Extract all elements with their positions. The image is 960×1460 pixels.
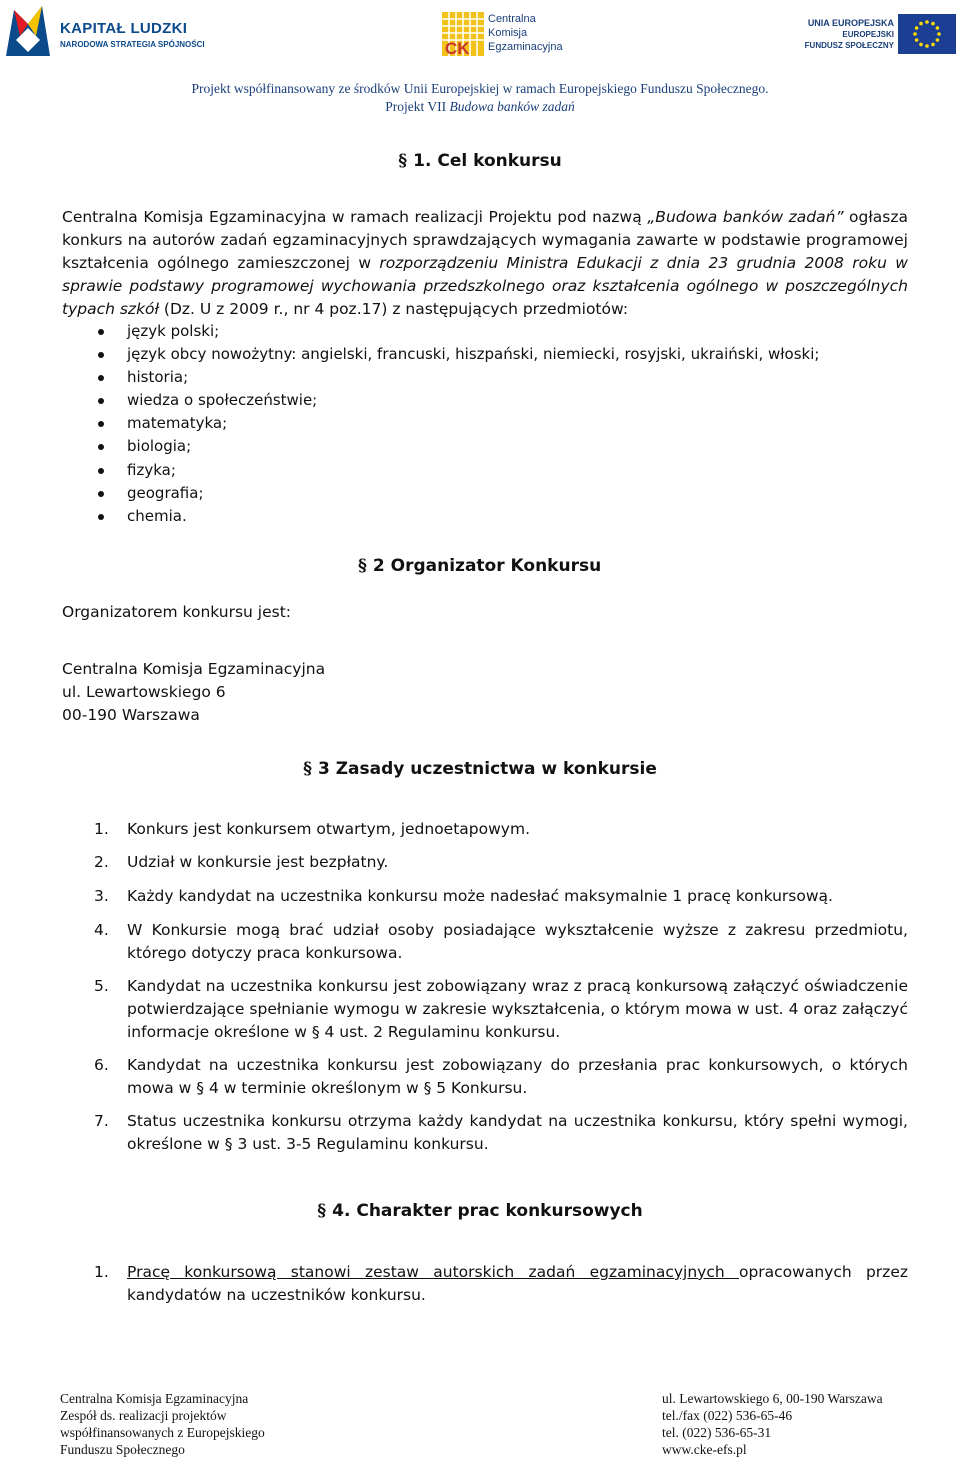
cke-logo-text — [488, 12, 563, 54]
section-2-heading — [358, 556, 601, 576]
footer-address: ul. Lewartowskiego 6, 00-190 Warszawa — [662, 1391, 883, 1406]
rule-text: Kandydat na uczestnika konkursu jest zobowiązany do przesłania prac konkursowych, o których mowa w § 4 w terminie określonym w § 5 Konkursu. — [127, 1056, 908, 1097]
eu-logo-line3: FUNDUSZ SPOŁECZNY — [804, 41, 894, 50]
section-1-paragraph — [62, 206, 908, 321]
organizer-city: 00-190 Warszawa — [62, 706, 200, 724]
rule-number: 6. — [94, 1056, 109, 1074]
p-intro: Centralna Komisja Egzaminacyjna w ramach realizacji Projektu pod nazwą — [62, 208, 648, 226]
section-4-title: 4. Charakter prac konkursowych — [332, 1201, 643, 1221]
section-1-heading — [0, 151, 960, 171]
kapital-ludzki-title: KAPITAŁ LUDZKI — [60, 20, 188, 37]
subject-item: chemia. — [96, 505, 819, 528]
cke-logo-line2: Komisja — [488, 27, 528, 39]
eu-logo-line2: EUROPEJSKI — [842, 30, 894, 39]
organizer-street: ul. Lewartowskiego 6 — [62, 683, 226, 701]
subject-item: wiedza o społeczeństwie; — [96, 389, 819, 412]
rule-text: W Konkursie mogą brać udział osoby posiadające wykształcenie wyższe z zakresu przedmiotu, którego dotyczy praca konkursowa. — [127, 921, 908, 962]
p-project-name: „Budowa banków zadań” — [647, 208, 844, 226]
rule-item — [94, 1054, 908, 1100]
rule-item — [94, 975, 908, 1044]
cke-grid-icon — [442, 12, 484, 56]
section-sign: § — [303, 759, 312, 779]
subject-item: język obcy nowożytny: angielski, francuski, hiszpański, niemiecki, rosyjski, ukraiński, włoski; — [96, 343, 819, 366]
rule-text: Status uczestnika konkursu otrzyma każdy kandydat na uczestnika konkursu, który spełni wymogi, określone w § 3 ust. 3-5 Regulaminu konkursu. — [127, 1112, 908, 1153]
footer-left-line: Zespół ds. realizacji projektów — [60, 1408, 227, 1423]
rule-text: Udział w konkursie jest bezpłatny. — [127, 853, 389, 871]
subject-item: biologia; — [96, 435, 819, 458]
rule-number: 4. — [94, 921, 109, 939]
section-sign: § — [317, 1201, 327, 1221]
eu-flag-icon — [898, 14, 956, 54]
organizer-intro: Organizatorem konkursu jest: — [62, 603, 292, 621]
subject-item: język polski; — [96, 320, 819, 343]
section-sign: § — [358, 556, 367, 576]
works-item — [94, 1261, 908, 1307]
section-4-heading — [0, 1201, 960, 1221]
footer-right — [662, 1390, 883, 1458]
subjects-list — [96, 320, 819, 528]
p-regulation: rozporządzeniu Ministra Edukacji z dnia 23 grudnia 2008 roku w sprawie podstawy programowej wychowania przedszkolnego oraz kształcenia ogólnego w poszczególnych typach szkół — [62, 254, 908, 318]
works-text-rest: opracowanych przez kandydatów na uczestników konkursu. — [127, 1263, 908, 1304]
kapital-ludzki-subtitle: NARODOWA STRATEGIA SPÓJNOŚCI — [60, 40, 205, 49]
footer-phone: tel. (022) 536-65-31 — [662, 1425, 772, 1440]
rule-number: 7. — [94, 1112, 109, 1130]
rule-text: Każdy kandydat na uczestnika konkursu może nadesłać maksymalnie 1 pracę konkursową. — [127, 887, 833, 905]
section-3-title: 3 Zasady uczestnictwa w konkursie — [317, 759, 657, 779]
project-line — [0, 99, 960, 115]
rule-item — [94, 919, 908, 965]
subject-item: fizyka; — [96, 459, 819, 482]
cofinance-line: Projekt współfinansowany ze środków Unii Europejskiej w ramach Europejskiego Funduszu Społecznego. — [191, 81, 769, 96]
rule-number: 2. — [94, 853, 109, 871]
rule-item — [94, 851, 908, 874]
rule-item — [94, 1110, 908, 1156]
rule-number: 5. — [94, 977, 109, 995]
subject-item: matematyka; — [96, 412, 819, 435]
cke-logo — [440, 10, 580, 60]
rule-text: Kandydat na uczestnika konkursu jest zobowiązany wraz z pracą konkursową załączyć oświadczenie potwierdzające spełnianie wymogu w zakresie wykształcenia, o którym mowa w ust. 4 oraz załączyć informacje określone w § 4 ust. 2 Regulaminu konkursu. — [127, 977, 908, 1041]
cke-mark-text: CK — [445, 39, 470, 56]
rule-item — [94, 818, 908, 841]
organizer-name: Centralna Komisja Egzaminacyjna — [62, 660, 326, 678]
eu-logo-text — [805, 18, 894, 51]
section-sign: § — [398, 151, 408, 171]
section-3-heading — [0, 759, 960, 779]
rule-text: Konkurs jest konkursem otwartym, jednoetapowym. — [127, 820, 530, 838]
subject-item: geografia; — [96, 482, 819, 505]
works-text — [127, 1261, 908, 1307]
rule-item — [94, 885, 908, 908]
footer-left-line: Centralna Komisja Egzaminacyjna — [60, 1391, 249, 1406]
footer-left-line: Funduszu Społecznego — [60, 1442, 185, 1457]
cke-logo-line3: Egzaminacyjna — [488, 41, 563, 53]
works-text-underlined: Pracę konkursową stanowi zestaw autorskich zadań egzaminacyjnych — [127, 1263, 739, 1281]
section-1-title: 1. Cel konkursu — [413, 151, 562, 171]
cke-logo-line1: Centralna — [488, 13, 536, 25]
subject-item: historia; — [96, 366, 819, 389]
footer-website-link[interactable]: www.cke-efs.pl — [662, 1442, 747, 1457]
footer-left-line: współfinansowanych z Europejskiego — [60, 1425, 265, 1440]
eu-logo — [800, 12, 960, 58]
works-number: 1. — [94, 1263, 109, 1281]
kapital-ludzki-logo — [4, 2, 204, 60]
rule-number: 1. — [94, 820, 109, 838]
p-end: (Dz. U z 2009 r., nr 4 poz.17) z następujących przedmiotów: — [158, 300, 629, 318]
project-name: Budowa banków zadań — [449, 99, 575, 114]
footer-left — [60, 1390, 265, 1458]
footer-fax: tel./fax (022) 536-65-46 — [662, 1408, 793, 1423]
project-prefix: Projekt VII — [385, 99, 450, 114]
eu-logo-line1: UNIA EUROPEJSKA — [807, 18, 894, 28]
p-mid: ogłasza konkurs na autorów zadań egzaminacyjnych sprawdzających wymagania zawarte w podstawie programowej kształcenia ogólnego zamieszczonej w — [62, 208, 908, 272]
kapital-ludzki-mark-icon — [6, 6, 50, 56]
rule-number: 3. — [94, 887, 109, 905]
section-2-title: 2 Organizator Konkursu — [372, 556, 602, 576]
